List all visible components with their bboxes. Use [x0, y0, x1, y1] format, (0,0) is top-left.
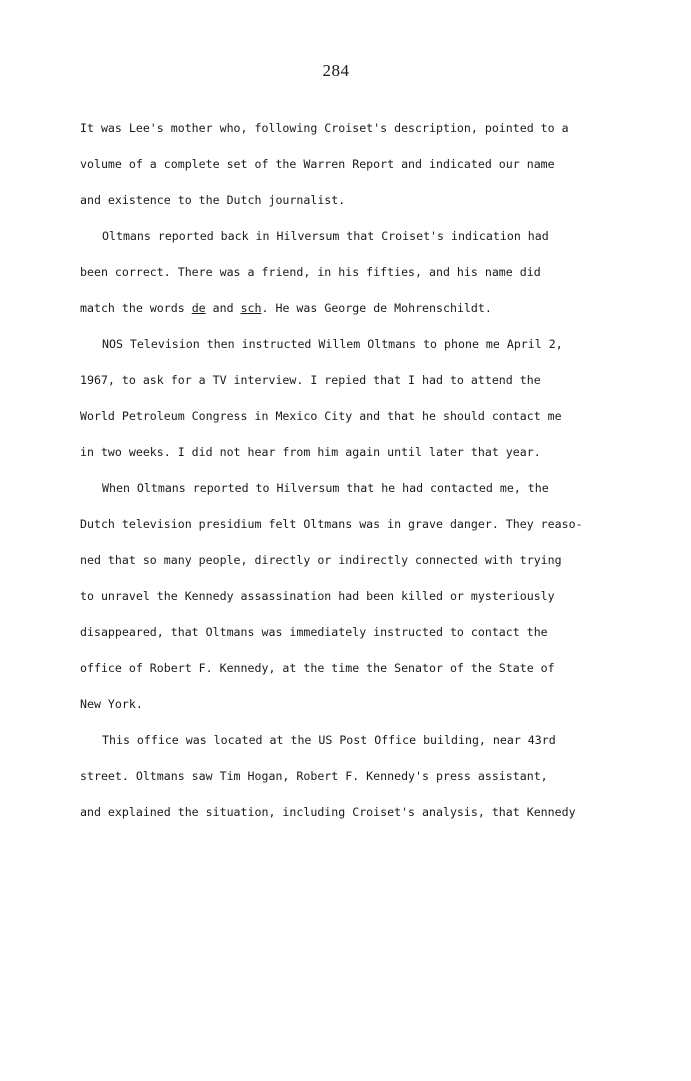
text-line: office of Robert F. Kennedy, at the time the Senator of the State of — [80, 661, 555, 675]
text-line: and explained the situation, including Croiset's analysis, that Kennedy — [80, 805, 576, 819]
text-segment: and — [205, 301, 241, 315]
text-line: and existence to the Dutch journalist. — [80, 193, 346, 207]
text-line: to unravel the Kennedy assassination had been killed or mysteriously — [80, 589, 555, 603]
text-line: New York. — [80, 697, 143, 711]
text-line: Oltmans reported back in Hilversum that Croiset's indication had — [102, 229, 549, 243]
text-line: volume of a complete set of the Warren Report and indicated our name — [80, 157, 555, 171]
text-line: been correct. There was a friend, in his fifties, and his name did — [80, 265, 541, 279]
text-line: It was Lee's mother who, following Croiset's description, pointed to a — [80, 121, 569, 135]
text-line: NOS Television then instructed Willem Oltmans to phone me April 2, — [102, 337, 563, 351]
underlined-word: de — [191, 301, 206, 315]
text-line: This office was located at the US Post Office building, near 43rd — [102, 733, 556, 747]
page-number: 284 — [322, 61, 350, 80]
text-line: Dutch television presidium felt Oltmans was in grave danger. They reaso- — [80, 517, 583, 531]
body-text — [80, 118, 620, 838]
text-segment: . He was George de Mohrenschildt. — [261, 301, 492, 315]
text-line — [80, 298, 620, 334]
text-line: ned that so many people, directly or indirectly connected with trying — [80, 553, 562, 567]
text-segment: match the words — [80, 301, 192, 315]
text-line: World Petroleum Congress in Mexico City and that he should contact me — [80, 409, 562, 423]
underlined-word: sch — [240, 301, 262, 315]
text-line: street. Oltmans saw Tim Hogan, Robert F. Kennedy's press assistant, — [80, 769, 548, 783]
text-line: When Oltmans reported to Hilversum that he had contacted me, the — [102, 481, 549, 495]
text-line: disappeared, that Oltmans was immediately instructed to contact the — [80, 625, 548, 639]
text-line: in two weeks. I did not hear from him again until later that year. — [80, 445, 541, 459]
text-line: 1967, to ask for a TV interview. I repied that I had to attend the — [80, 373, 541, 387]
